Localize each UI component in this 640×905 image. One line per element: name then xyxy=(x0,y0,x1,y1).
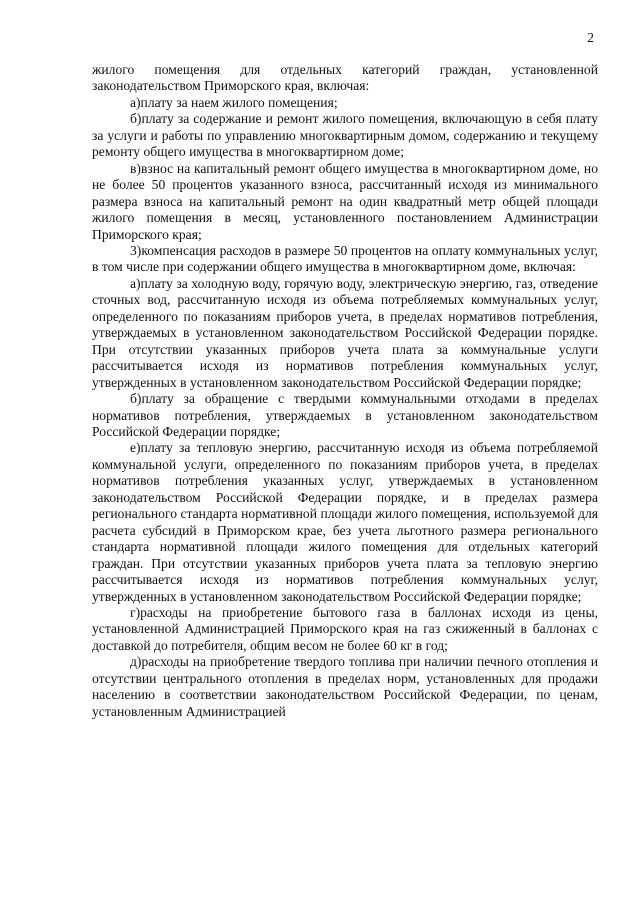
paragraph-item-a-utilities: а)плату за холодную воду, горячую воду, электрическую энергию, газ, отведение сточных вод, рассчитанную исходя из объема потребляемых коммунальных услуг, определенного по показаниям приборов учета, в пределах нормативов потребления, утверждаемых в установленном законодательством Российской Федерации порядке. При отсутствии указанных приборов учета плата за коммунальные услуги рассчитывается исходя из нормативов потребления коммунальных услуг, утвержденных в установленном законодательством Российской Федерации порядке; xyxy=(92,275,598,390)
paragraph-item-e-heating: е)плату за тепловую энергию, рассчитанную исходя из объема потребляемой коммунальной услуги, определенного по показаниям приборов учета, в пределах нормативов потребления указанных услуг, утверждаемых в установленном законодательством Российской Федерации порядке, и в пределах размера регионального стандарта нормативной площади жилого помещения, используемой для расчета субсидий в Приморском крае, без учета льготного размера регионального стандарта нормативной площади жилого помещения для отдельных категорий граждан. При отсутствии указанных приборов учета плата за тепловую энергию рассчитывается исходя из нормативов потребления коммунальных услуг, утвержденных в установленном законодательством Российской Федерации порядке; xyxy=(92,440,598,604)
paragraph-item-d-solid-fuel: д)расходы на приобретение твердого топлива при наличии печного отопления и отсутствии центрального отопления в пределах норм, установленных для продажи населению в соответствии законодательством Российской Федерации, по ценам, установленным Администрацией xyxy=(92,654,598,719)
paragraph-item-b-maintenance: б)плату за содержание и ремонт жилого помещения, включающую в себя плату за услуги и работы по управлению многоквартирным домом, содержанию и текущему ремонту общего имущества в многоквартирном доме; xyxy=(92,111,598,160)
page-number: 2 xyxy=(587,30,594,45)
paragraph-item-a-rent: а)плату за наем жилого помещения; xyxy=(130,94,338,110)
paragraph-continuation: жилого помещения для отдельных категорий граждан, установленной законодательством Приморского края, включая: xyxy=(92,62,598,94)
paragraph-item-b-waste: б)плату за обращение с твердыми коммунальными отходами в пределах нормативов потребления, утверждаемых в установленном законодательством Российской Федерации порядке; xyxy=(92,391,598,439)
paragraph-item-g-gas: г)расходы на приобретение бытового газа в баллонах исходя из цены, установленной Администрацией Приморского края на газ сжиженный в баллонах с доставкой до потребителя, общим весом не более 60 кг в год; xyxy=(92,604,598,653)
document-body xyxy=(92,62,598,720)
paragraph-item-3-compensation: 3)компенсация расходов в размере 50 процентов на оплату коммунальных услуг, в том числе при содержании общего имущества в многоквартирном доме, включая: xyxy=(92,242,598,275)
paragraph-item-v-capital-repair: в)взнос на капитальный ремонт общего имущества в многоквартирном доме, но не более 50 процентов указанного взноса, рассчитанный исходя из минимального размера взноса на капитальный ремонт на один квадратный метр общей площади жилого помещения в месяц, установленного постановлением Администрации Приморского края; xyxy=(92,160,598,242)
